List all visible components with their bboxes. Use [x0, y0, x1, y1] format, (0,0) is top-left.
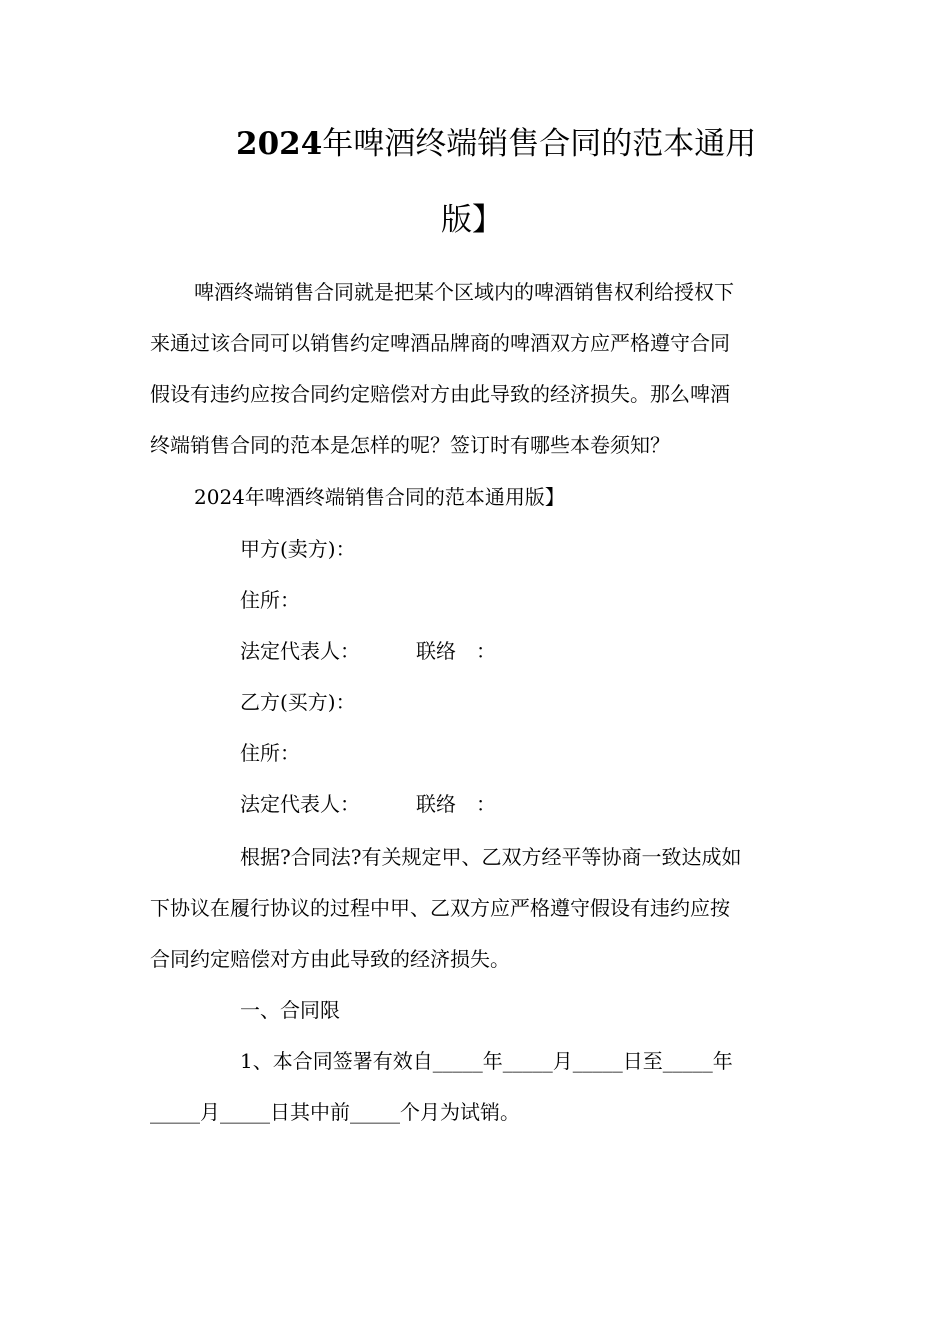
intro-line-1: 啤酒终端销售合同就是把某个区域内的啤酒销售权利给授权下	[194, 280, 734, 304]
basis-line-1: 根据?合同法?有关规定甲、乙双方经平等协商一致达成如	[240, 845, 742, 869]
party-b-label: 乙方(买方)：	[240, 690, 356, 714]
party-a-address: 住所：	[240, 588, 300, 612]
document-title-year: 2024	[236, 126, 323, 162]
party-a-rep: 法定代表人：	[240, 639, 360, 663]
party-b-contact: 联络 ：	[416, 792, 496, 816]
clause-1-line-2: _____月_____日其中前_____个月为试销。	[150, 1100, 520, 1124]
clause-1-line-1: 1、本合同签署有效自_____年_____月_____日至_____年	[240, 1049, 733, 1073]
intro-line-2: 来通过该合同可以销售约定啤酒品牌商的啤酒双方应严格遵守合同	[150, 331, 730, 355]
document-title-line-1	[236, 124, 756, 164]
party-b-rep: 法定代表人：	[240, 792, 360, 816]
intro-line-4: 终端销售合同的范本是怎样的呢？签订时有哪些本卷须知？	[150, 433, 670, 457]
section-one-heading: 一、合同限	[240, 998, 340, 1022]
document-title-text: 年啤酒终端销售合同的范本通用	[322, 126, 757, 162]
party-b-rep-row	[240, 791, 496, 817]
subtitle: 2024年啤酒终端销售合同的范本通用版】	[194, 485, 565, 509]
basis-line-3: 合同约定赔偿对方由此导致的经济损失。	[150, 947, 510, 971]
intro-line-3: 假设有违约应按合同约定赔偿对方由此导致的经济损失。那么啤酒	[150, 382, 730, 406]
party-a-label: 甲方(卖方)：	[240, 537, 356, 561]
party-b-address: 住所：	[240, 741, 300, 765]
party-a-rep-row	[240, 638, 496, 664]
basis-line-2: 下协议在履行协议的过程中甲、乙双方应严格遵守假设有违约应按	[150, 896, 730, 920]
document-title-line-2: 版】	[441, 202, 503, 238]
party-a-contact: 联络 ：	[416, 639, 496, 663]
